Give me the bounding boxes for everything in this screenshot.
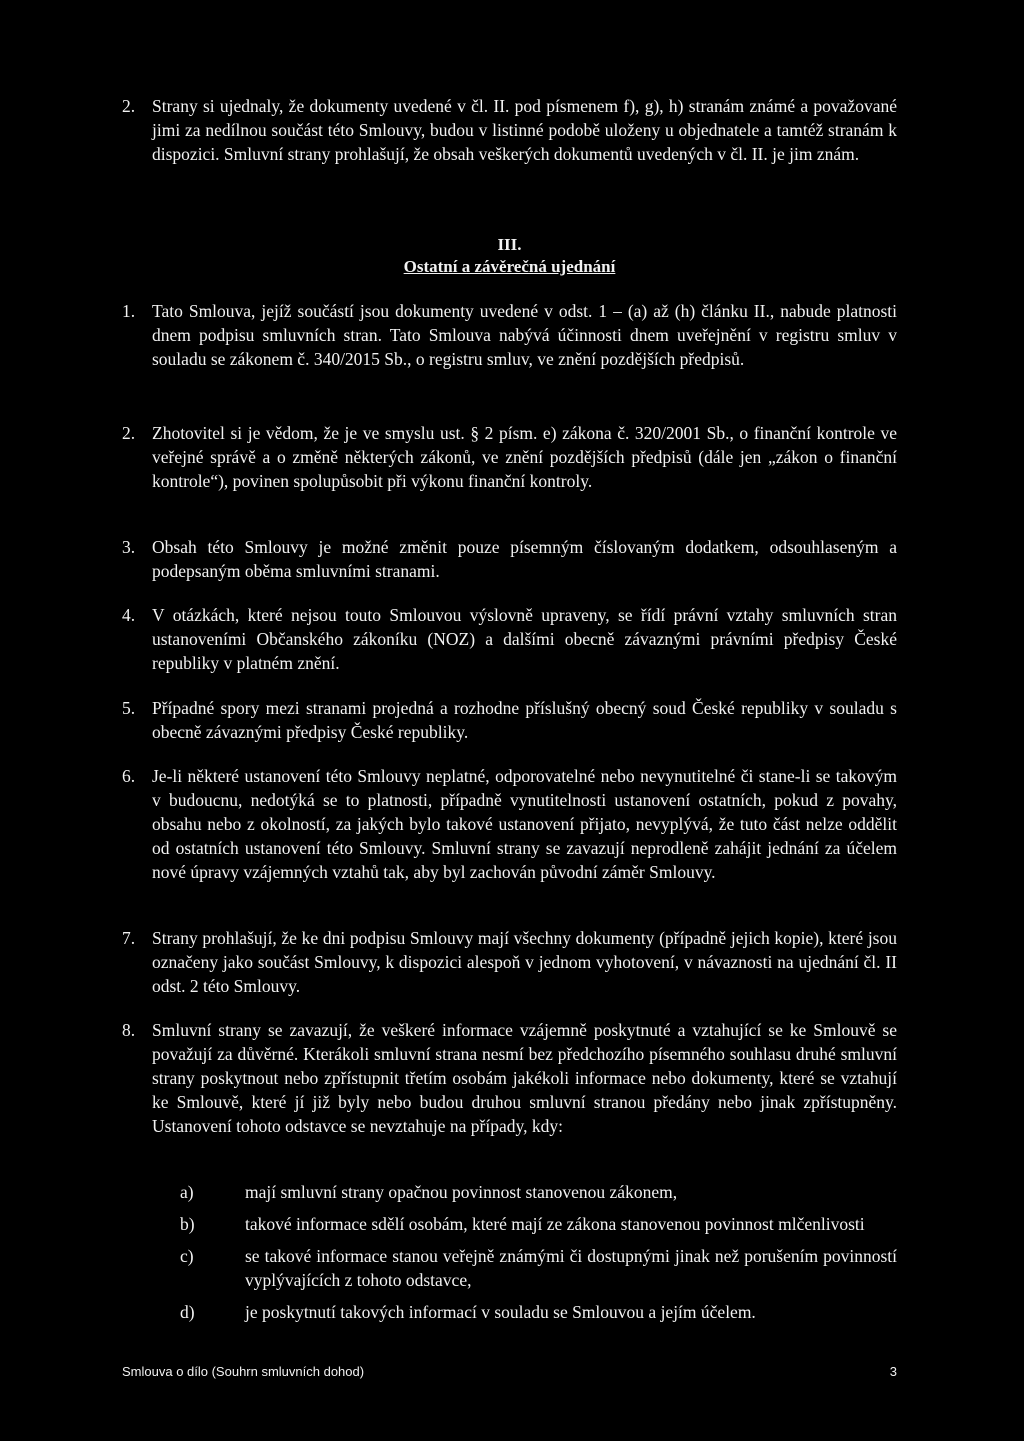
list-item bbox=[122, 603, 897, 675]
section-number: III. bbox=[497, 235, 522, 254]
item-text: Strany si ujednaly, že dokumenty uvedené v čl. II. pod písmenem f), g), h) stranám známé a považované jimi za nedílnou součást této Smlouvy, budou v listinné podobě uloženy u objednatele a tamtéž stranám k dispozici. Smluvní strany prohlašují, že obsah veškerých dokumentů uvedených v čl. II. je jim znám. bbox=[152, 96, 897, 164]
item-number: 6. bbox=[122, 766, 136, 786]
item-text: Obsah této Smlouvy je možné změnit pouze písemným číslovaným dodatkem, odsouhlaseným a podepsaným oběma smluvními stranami. bbox=[152, 537, 897, 581]
item-number: 8. bbox=[122, 1020, 136, 1040]
item-text: V otázkách, které nejsou touto Smlouvou výslovně upraveny, se řídí právní vztahy smluvních stran ustanoveními Občanského zákoníku (NOZ) a dalšími obecně závaznými právními předpisy České republiky v platném znění. bbox=[152, 605, 897, 673]
footer-document-title: Smlouva o dílo (Souhrn smluvních dohod) bbox=[122, 1364, 365, 1379]
section-title: Ostatní a závěrečná ujednání bbox=[403, 257, 616, 276]
list-item bbox=[122, 421, 897, 493]
item-text: Zhotovitel si je vědom, že je ve smyslu ust. § 2 písm. e) zákona č. 320/2001 Sb., o finanční kontrole ve veřejné správě a o změně některých zákonů, ve znění pozdějších předpisů (dále jen „zákon o finanční kontrole“), povinen spolupůsobit při výkonu finanční kontroly. bbox=[152, 423, 897, 491]
item-text: Tato Smlouva, jejíž součástí jsou dokumenty uvedené v odst. 1 – (a) až (h) článku II., nabude platnosti dnem podpisu smluvních stran. Tato Smlouva nabývá účinnosti dnem uveřejnění v registru smluv v souladu se zákonem č. 340/2015 Sb., o registru smluv, ve znění pozdějších předpisů. bbox=[152, 301, 897, 369]
sub-item-text: se takové informace stanou veřejně známými či dostupnými jinak než porušením povinností vyplývajících z tohoto odstavce, bbox=[245, 1246, 897, 1290]
sub-item-letter: b) bbox=[180, 1214, 195, 1234]
sub-list-item bbox=[180, 1212, 897, 1236]
list-item bbox=[122, 764, 897, 884]
sub-item-text: mají smluvní strany opačnou povinnost stanovenou zákonem, bbox=[245, 1182, 678, 1202]
sub-list bbox=[180, 1180, 897, 1332]
item-number: 4. bbox=[122, 605, 136, 625]
item-number: 1. bbox=[122, 301, 136, 321]
sub-list-item bbox=[180, 1300, 897, 1324]
item-text: Je-li některé ustanovení této Smlouvy neplatné, odporovatelné nebo nevynutitelné či stane-li se takovým v budoucnu, nedotýká se to platnosti, případně vynutitelnosti ustanovení ostatních, pokud z povahy, obsahu nebo z okolností, za jakých bylo takové ustanovení přijato, nevyplývá, že tuto část nelze oddělit od ostatních ustanovení této Smlouvy. Smluvní strany se zavazují neprodleně zahájit jednání za účelem nové úpravy vzájemných vztahů tak, aby byl zachován původní záměr Smlouvy. bbox=[152, 766, 897, 882]
item-number: 3. bbox=[122, 537, 136, 557]
sub-item-letter: d) bbox=[180, 1302, 195, 1322]
item-text: Případné spory mezi stranami projedná a rozhodne příslušný obecný soud České republiky v souladu s obecně závaznými předpisy České republiky. bbox=[152, 698, 897, 742]
list-item bbox=[122, 696, 897, 744]
item-number: 5. bbox=[122, 698, 136, 718]
section-heading bbox=[122, 234, 897, 278]
sub-item-letter: c) bbox=[180, 1246, 194, 1266]
item-number: 2. bbox=[122, 423, 136, 443]
list-item bbox=[122, 926, 897, 998]
footer-page-number: 3 bbox=[889, 1364, 897, 1379]
list-item bbox=[122, 299, 897, 371]
sub-list-item bbox=[180, 1244, 897, 1292]
sub-list-item bbox=[180, 1180, 897, 1204]
list-item bbox=[122, 1018, 897, 1138]
intro-item bbox=[122, 94, 897, 166]
sub-item-letter: a) bbox=[180, 1182, 194, 1202]
item-text: Strany prohlašují, že ke dni podpisu Smlouvy mají všechny dokumenty (případně jejich kopie), které jsou označeny jako součást Smlouvy, k dispozici alespoň v jednom vyhotovení, v návaznosti na ujednání čl. II odst. 2 této Smlouvy. bbox=[152, 928, 897, 996]
sub-item-text: je poskytnutí takových informací v souladu se Smlouvou a jejím účelem. bbox=[245, 1302, 756, 1322]
item-number: 7. bbox=[122, 928, 136, 948]
item-number: 2. bbox=[122, 96, 136, 116]
sub-item-text: takové informace sdělí osobám, které mají ze zákona stanovenou povinnost mlčenlivosti bbox=[245, 1214, 865, 1234]
item-text: Smluvní strany se zavazují, že veškeré informace vzájemně poskytnuté a vztahující se ke Smlouvě se považují za důvěrné. Kterákoli smluvní strana nesmí bez předchozího písemného souhlasu druhé smluvní strany poskytnout nebo zpřístupnit třetím osobám jakékoli informace nebo dokumenty, které se vztahují ke Smlouvě, které jí již byly nebo budou druhou smluvní stranou předány nebo jinak zpřístupněny. Ustanovení tohoto odstavce se nevztahuje na případy, kdy: bbox=[152, 1020, 897, 1136]
list-item bbox=[122, 535, 897, 583]
